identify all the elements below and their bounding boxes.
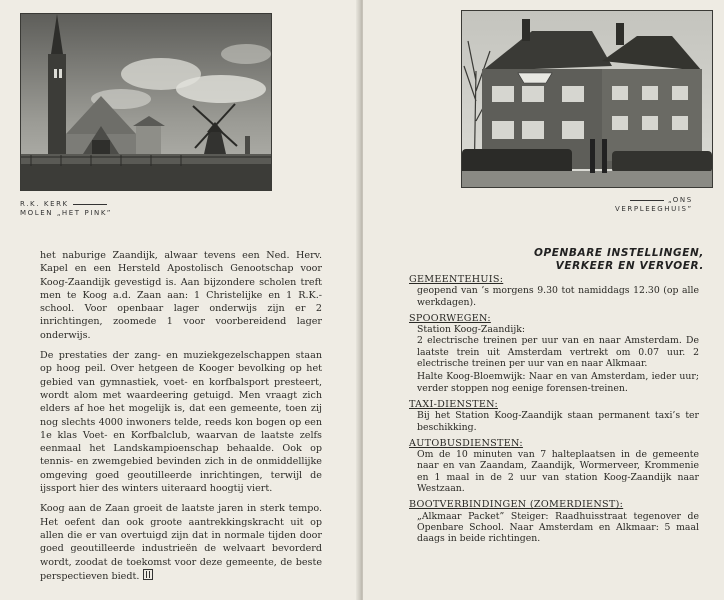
section-autobus <box>409 438 699 494</box>
section-line: 2 electrische treinen per uur van en naar Amsterdam. De laatste trein uit Amsterdam vertrekt om 0.07 uur. 2 electrische treinen per uur van en naar Alkmaar. <box>417 335 699 370</box>
heading-line-1: OPENBARE INSTELLINGEN, <box>533 247 704 259</box>
caption-rule <box>73 204 107 205</box>
institutions-list <box>409 274 699 550</box>
church-windmill-photo <box>20 13 272 191</box>
section-boot <box>409 499 699 544</box>
section-body <box>409 449 699 494</box>
caption-line-windmill: MOLEN „HET PINK” <box>20 209 113 217</box>
paragraph: Koog aan de Zaan groeit de laatste jaren in sterk tempo. Het oefent dan ook groote aantrekkingskracht uit op allen die er van overtuigd zijn dat in normale tijden door goed geoutilleerde industrieën de welvaart bevorderd wordt, zoodat de toekomst voor deze gemeente, de beste perspectieven biedt. <box>40 503 322 582</box>
section-title: SPOORWEGEN: <box>409 312 491 324</box>
section-line: Halte Koog-Bloemwijk: Naar en van Amsterdam, ieder uur; verder stoppen nog eenige forensen-treinen. <box>417 371 699 394</box>
section-title: AUTOBUSDIENSTEN: <box>409 437 523 449</box>
caption-line-church: R.K. KERK <box>20 200 69 208</box>
paragraph: De prestaties der zang- en muziekgezelschappen staan op hoog peil. Over hetgeen de Kooger bevolking op het gebied van gymnastiek, voet- en korfbalsport presteert, wordt alom met waardeering getuigd. Men vraagt zich elders af hoe het mogelijk is, dat een gemeente, toen zij nog slechts 4000 inwoners telde, reeds kon bogen op een 1e klas Voet- en Korfbalclub, waarvan de laatste zelfs eenmaal het Landskampioenschap behaalde. Ook op tennis- en zwemgebied bevinden zich in de onmiddellijke omgeving goed geoutilleerde inrichtingen, terwijl de ijssport hier des winters uiteraard hoogtij viert. <box>40 350 322 495</box>
right-photo-caption <box>615 196 693 214</box>
section-title: BOOTVERBINDINGEN (ZOMERDIENST): <box>409 499 624 511</box>
left-body-text <box>40 249 322 590</box>
paragraph: het naburige Zaandijk, alwaar tevens een Ned. Herv. Kapel en een Hersteld Apostolisch Genootschap voor Koog-Zaandijk gevestigd is. Aan bijzondere scholen treft men te Koog a.d. Zaan aan: 1 Christelijke en 1 R.K.-school. Voor openbaar lager onderwijs zijn er 2 inrichtingen, zoomede 1 voor voorbereidend lager onderwijs. <box>40 250 322 341</box>
section-line: geopend van ’s morgens 9.30 tot namiddags 12.30 (op alle werkdagen). <box>417 285 699 308</box>
section-body <box>409 285 699 308</box>
section-line: Bij het Station Koog-Zaandijk staan permanent taxi’s ter beschikking. <box>417 410 699 433</box>
caption-rule <box>630 200 664 201</box>
section-body <box>409 324 699 394</box>
left-page <box>0 0 360 600</box>
caption-line-verpleeghuis: VERPLEEGHUIS” <box>615 205 693 213</box>
hospital-building-photo <box>461 10 713 188</box>
heading-line-2: VERKEER EN VERVOER. <box>555 259 704 272</box>
caption-line-ons: „ONS <box>667 196 693 204</box>
section-title: GEMEENTEHUIS: <box>409 274 504 285</box>
section-line: „Alkmaar Packet” Steiger: Raadhuisstraat tegenover de Openbare School. Naar Amsterdam en Alkmaar: 5 maal daags in beide richtingen. <box>417 510 699 545</box>
end-mark-icon <box>143 569 153 580</box>
section-taxi <box>409 399 699 433</box>
section-line: Station Koog-Zaandijk: <box>417 324 525 336</box>
left-photo-caption <box>20 200 112 218</box>
section-spoorwegen <box>409 313 699 394</box>
section-gemeentehuis <box>409 274 699 308</box>
section-body <box>409 410 699 433</box>
section-body <box>409 511 699 545</box>
section-line: Om de 10 minuten van 7 halteplaatsen in de gemeente naar en van Zaandam, Zaandijk, Wormerveer, Krommenie en 1 maal in de 2 uur van station Koog-Zaandijk naar Westzaan. <box>417 449 699 495</box>
section-heading <box>470 247 704 272</box>
section-title: TAXI-DIENSTEN: <box>409 398 499 410</box>
